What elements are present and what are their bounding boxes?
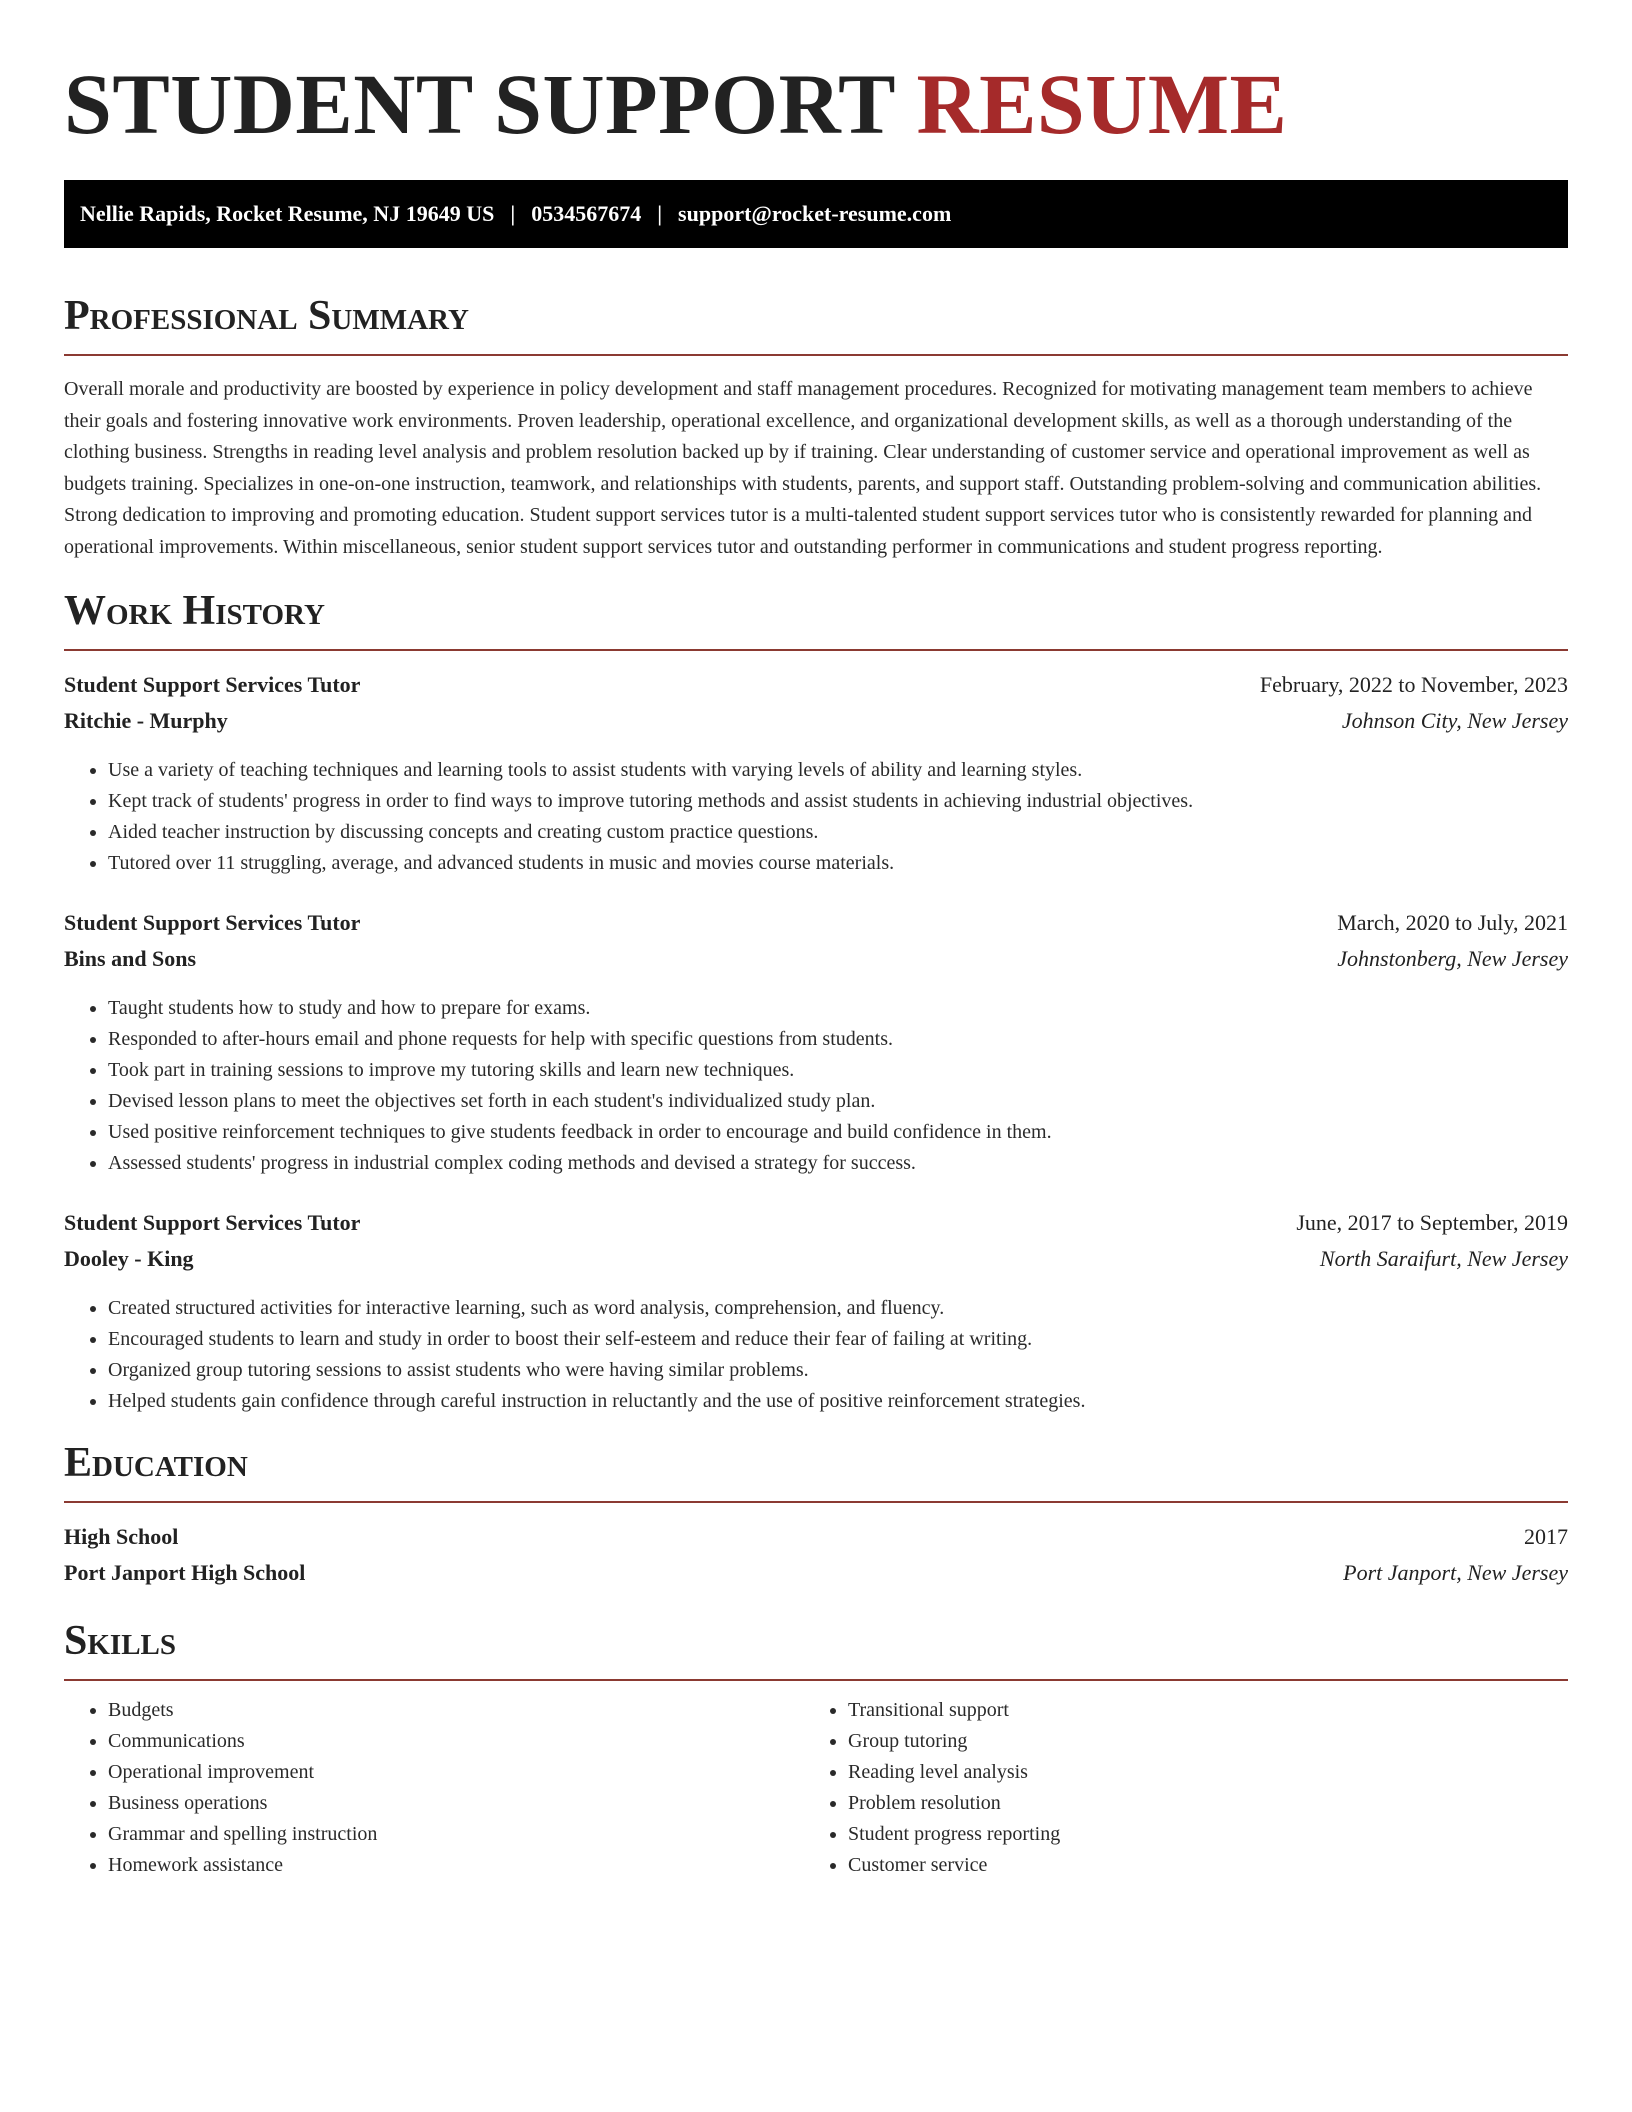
skill-item: • Problem resolution [848,1788,1544,1819]
education-subheader [64,1555,1568,1591]
job-bullets [64,1293,1568,1417]
contact-bar [64,180,1568,248]
job-header [64,905,1568,941]
section-divider [64,1501,1568,1503]
job-title: Student Support Services Tutor [64,672,361,697]
list-item: • Organized group tutoring sessions to assist students who were having similar problems. [108,1355,1568,1386]
skill-item: • Operational improvement [108,1757,804,1788]
job-header [64,667,1568,703]
job-location: Johnson City, New Jersey [1341,708,1568,733]
job-dates: June, 2017 to September, 2019 [1296,1210,1568,1235]
title-main: STUDENT SUPPORT [64,56,917,152]
list-item: • Use a variety of teaching techniques and learning tools to assist students with varying levels of ability and learning styles. [108,755,1568,786]
section-divider [64,354,1568,356]
summary-text: Overall morale and productivity are boosted by experience in policy development and staff management procedures. Recognized for motivating management team members to achieve their goals and fostering innovative work environments. Proven leadership, operational excellence, and organizational development skills, as well as a thorough understanding of the clothing business. Strengths in reading level analysis and problem resolution backed up by if training. Clear understanding of customer service and operational improvement as well as budgets training. Specializes in one-on-one instruction, teamwork, and relationships with students, parents, and support staff. Outstanding problem-solving and communication abilities. Strong dedication to improving and promoting education. Student support services tutor is a multi-talented student support services tutor who is consistently rewarded for planning and operational improvements. Within miscellaneous, senior student support services tutor and outstanding performer in communications and student progress reporting. [64,378,1542,558]
job-location: North Saraifurt, New Jersey [1319,1246,1568,1271]
skill-item: • Student progress reporting [848,1819,1544,1850]
education-year: 2017 [1524,1524,1568,1549]
job-subheader [64,703,1568,739]
section-divider [64,1679,1568,1681]
contact-phone: 0534567674 [531,201,642,226]
skill-item: • Grammar and spelling instruction [108,1819,804,1850]
job-bullets [64,993,1568,1179]
job-company: Ritchie - Murphy [64,708,228,733]
skills-column-left [64,1695,804,1881]
list-item: • Devised lesson plans to meet the objectives set forth in each student's individualized study plan. [108,1086,1568,1117]
job-bullets [64,755,1568,879]
summary-section [64,292,1568,563]
job-entry [64,1205,1568,1417]
list-item: • Assessed students' progress in industrial complex coding methods and devised a strategy for success. [108,1148,1568,1179]
job-title: Student Support Services Tutor [64,910,361,935]
job-company: Bins and Sons [64,946,197,971]
education-location: Port Janport, New Jersey [1343,1560,1568,1585]
list-item: • Used positive reinforcement techniques to give students feedback in order to encourage and build confidence in them. [108,1117,1568,1148]
education-section [64,1439,1568,1591]
job-title: Student Support Services Tutor [64,1210,361,1235]
title-accent: RESUME [916,56,1288,152]
section-divider [64,649,1568,651]
contact-separator: | [657,201,663,226]
list-item: • Created structured activities for interactive learning, such as word analysis, comprehension, and fluency. [108,1293,1568,1324]
skill-item: • Communications [108,1726,804,1757]
skills-section [64,1617,1568,1881]
education-school: Port Janport High School [64,1560,306,1585]
resume-title [64,0,1568,152]
list-item: • Aided teacher instruction by discussing concepts and creating custom practice questions. [108,817,1568,848]
section-heading-work-history: Work History [64,588,325,634]
section-heading-education: Education [64,1440,248,1486]
section-heading-skills: Skills [64,1618,177,1664]
list-item: • Tutored over 11 struggling, average, and advanced students in music and movies course materials. [108,848,1568,879]
job-entry [64,667,1568,879]
job-location: Johnstonberg, New Jersey [1337,946,1568,971]
skill-item: • Business operations [108,1788,804,1819]
list-item: • Took part in training sessions to improve my tutoring skills and learn new techniques. [108,1055,1568,1086]
job-subheader [64,941,1568,977]
contact-address: Nellie Rapids, Rocket Resume, NJ 19649 US [80,201,495,226]
skill-item: • Reading level analysis [848,1757,1544,1788]
skills-column-right [804,1695,1544,1881]
list-item: • Responded to after-hours email and phone requests for help with specific questions from students. [108,1024,1568,1055]
skill-item: • Budgets [108,1695,804,1726]
job-entry [64,905,1568,1179]
skill-item: • Group tutoring [848,1726,1544,1757]
skill-item: • Transitional support [848,1695,1544,1726]
skill-item: • Homework assistance [108,1850,804,1881]
list-item: • Encouraged students to learn and study in order to boost their self-esteem and reduce their fear of failing at writing. [108,1324,1568,1355]
skills-grid [64,1695,1568,1881]
list-item: • Kept track of students' progress in order to find ways to improve tutoring methods and assist students in achieving industrial objectives. [108,786,1568,817]
education-header [64,1519,1568,1555]
education-degree: High School [64,1524,179,1549]
contact-email: support@rocket-resume.com [678,201,952,226]
job-header [64,1205,1568,1241]
job-dates: March, 2020 to July, 2021 [1337,910,1568,935]
list-item: • Helped students gain confidence through careful instruction in reluctantly and the use of positive reinforcement strategies. [108,1386,1568,1417]
list-item: • Taught students how to study and how to prepare for exams. [108,993,1568,1024]
job-dates: February, 2022 to November, 2023 [1259,672,1568,697]
contact-separator: | [510,201,516,226]
section-heading-summary: Professional Summary [64,293,469,339]
job-company: Dooley - King [64,1246,194,1271]
education-entry [64,1519,1568,1591]
skill-item: • Customer service [848,1850,1544,1881]
work-history-section [64,587,1568,1417]
job-subheader [64,1241,1568,1277]
